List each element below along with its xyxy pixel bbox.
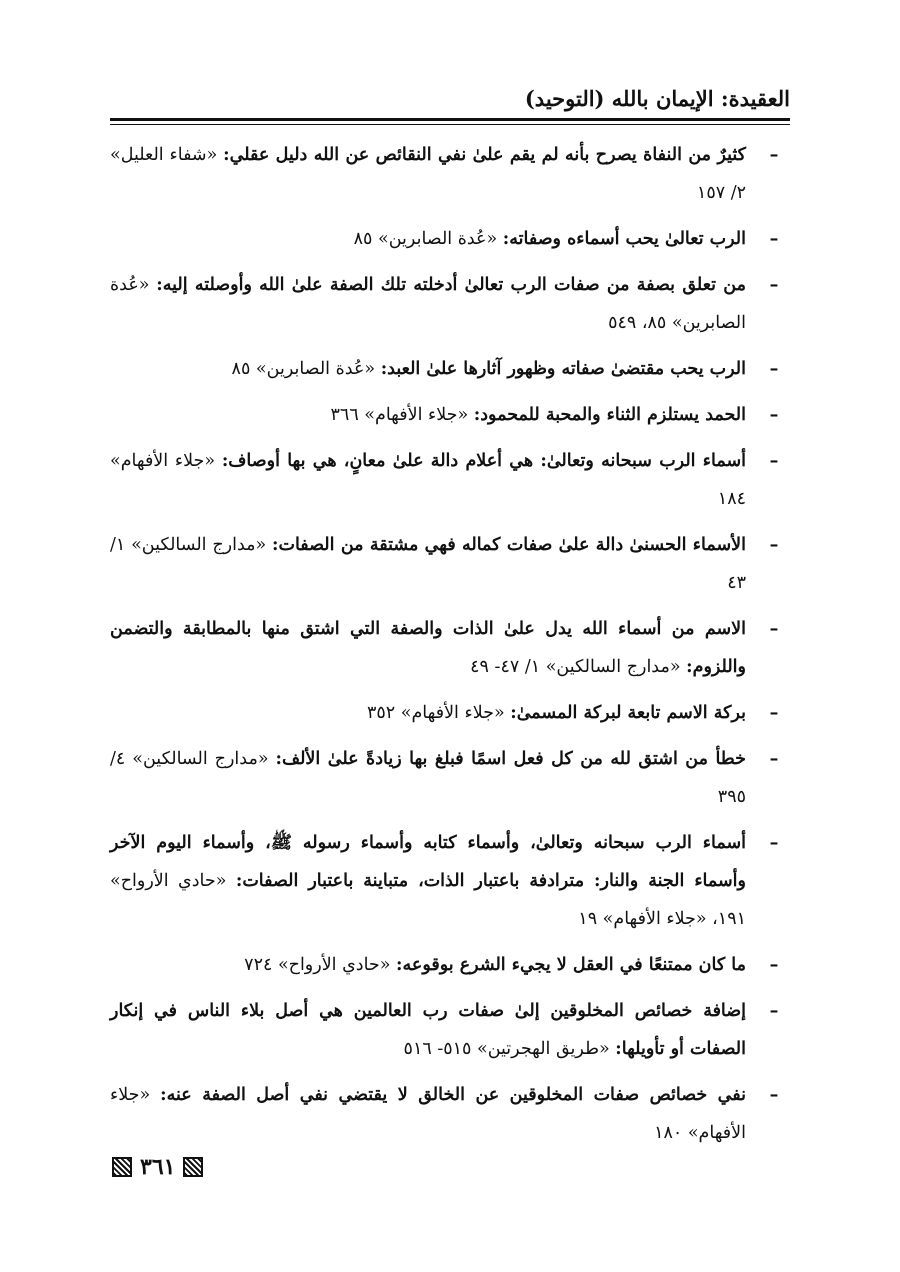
entry-text: ما كان ممتنعًا في العقل لا يجيء الشرع بوقوعه: [396,955,746,975]
entry-reference: «حادي الأرواح» ٧٢٤ [244,955,391,975]
index-entry [110,220,790,258]
entry-text: إضافة خصائص المخلوقين إلىٰ صفات رب العالمين هي أصل بلاء الناس في إنكار الصفات أو تأويلها: [110,1001,746,1059]
dash-bullet: – [769,833,779,853]
ornament-square-icon [183,1157,203,1177]
entry-reference: «مدارج السالكين» ١/ ٤٣ [110,535,746,593]
header-rule-thick [110,118,790,121]
header-rule-thin [110,124,790,125]
entry-reference: «عُدة الصابرين» ٨٥ [231,359,376,379]
entry-reference: «جلاء الأفهام» ١٨٤ [110,451,746,509]
index-entry [110,396,790,434]
entry-reference: «جلاء الأفهام» ٣٦٦ [330,405,469,425]
entry-text: الرب يحب مقتضىٰ صفاته وظهور آثارها علىٰ العبد: [380,359,746,379]
page-number: ٣٦١ [140,1154,176,1180]
index-entry [110,1076,790,1152]
dash-bullet: – [769,405,779,425]
dash-bullet: – [769,145,779,165]
index-entry [110,740,790,816]
entry-text: الأسماء الحسنىٰ دالة علىٰ صفات كماله فهي مشتقة من الصفات: [272,535,746,555]
entry-reference: «شفاء العليل» ٢/ ١٥٧ [110,145,746,203]
index-entry [110,694,790,732]
index-entry [110,824,790,938]
page-header [110,82,790,118]
index-entry [110,350,790,388]
index-entries [110,136,790,1160]
entry-text: بركة الاسم تابعة لبركة المسمىٰ: [510,703,746,723]
dash-bullet: – [769,451,779,471]
page-footer [112,1152,203,1182]
entry-text: نفي خصائص صفات المخلوقين عن الخالق لا يقتضي نفي أصل الصفة عنه: [160,1085,746,1105]
entry-text: أسماء الرب سبحانه وتعالىٰ: هي أعلام دالة علىٰ معانٍ، هي بها أوصاف: [221,451,746,471]
dash-bullet: – [769,275,779,295]
index-entry [110,442,790,518]
entry-reference: «عُدة الصابرين» ٨٥، ٥٤٩ [110,275,746,333]
dash-bullet: – [769,749,779,769]
dash-bullet: – [769,619,779,639]
entry-text: من تعلق بصفة من صفات الرب تعالىٰ أدخلته تلك الصفة علىٰ الله وأوصلته إليه: [156,275,746,295]
index-entry [110,610,790,686]
index-entry [110,266,790,342]
dash-bullet: – [769,703,779,723]
entry-text: الرب تعالىٰ يحب أسماءه وصفاته: [502,229,746,249]
dash-bullet: – [769,359,779,379]
dash-bullet: – [769,229,779,249]
entry-text: الاسم من أسماء الله يدل علىٰ الذات والصفة التي اشتق منها بالمطابقة والتضمن واللزوم: [110,619,746,677]
ornament-square-icon [112,1157,132,1177]
index-entry [110,136,790,212]
dash-bullet: – [769,1085,779,1105]
index-entry [110,946,790,984]
dash-bullet: – [769,1001,779,1021]
entry-reference: «حادي الأرواح» ١٩١، «جلاء الأفهام» ١٩ [110,871,746,929]
entry-reference: «طريق الهجرتين» ٥١٥- ٥١٦ [403,1039,610,1059]
entry-reference: «عُدة الصابرين» ٨٥ [353,229,498,249]
page-title: العقيدة: الإيمان بالله (التوحيد) [524,86,790,111]
dash-bullet: – [769,535,779,555]
entry-text: كثيرٌ من النفاة يصرح بأنه لم يقم علىٰ نفي النقائص عن الله دليل عقلي: [223,145,746,165]
index-entry [110,526,790,602]
entry-reference: «مدارج السالكين» ١/ ٤٧- ٤٩ [470,657,681,677]
entry-reference: «جلاء الأفهام» ٣٥٢ [367,703,505,723]
entry-reference: «جلاء الأفهام» ١٨٠ [110,1085,746,1143]
entry-reference: «مدارج السالكين» ٤/ ٣٩٥ [110,749,746,807]
entry-text: خطأ من اشتق لله من كل فعل اسمًا فبلغ بها زيادةً علىٰ الألف: [275,749,746,769]
index-entry [110,992,790,1068]
dash-bullet: – [769,955,779,975]
entry-text: الحمد يستلزم الثناء والمحبة للمحمود: [473,405,746,425]
entry-text: أسماء الرب سبحانه وتعالىٰ، وأسماء كتابه وأسماء رسوله ﷺ، وأسماء اليوم الآخر وأسماء الجنة والنار: مترادفة باعتبار الذات، متباينة باعتبار الصفات: [110,833,746,891]
